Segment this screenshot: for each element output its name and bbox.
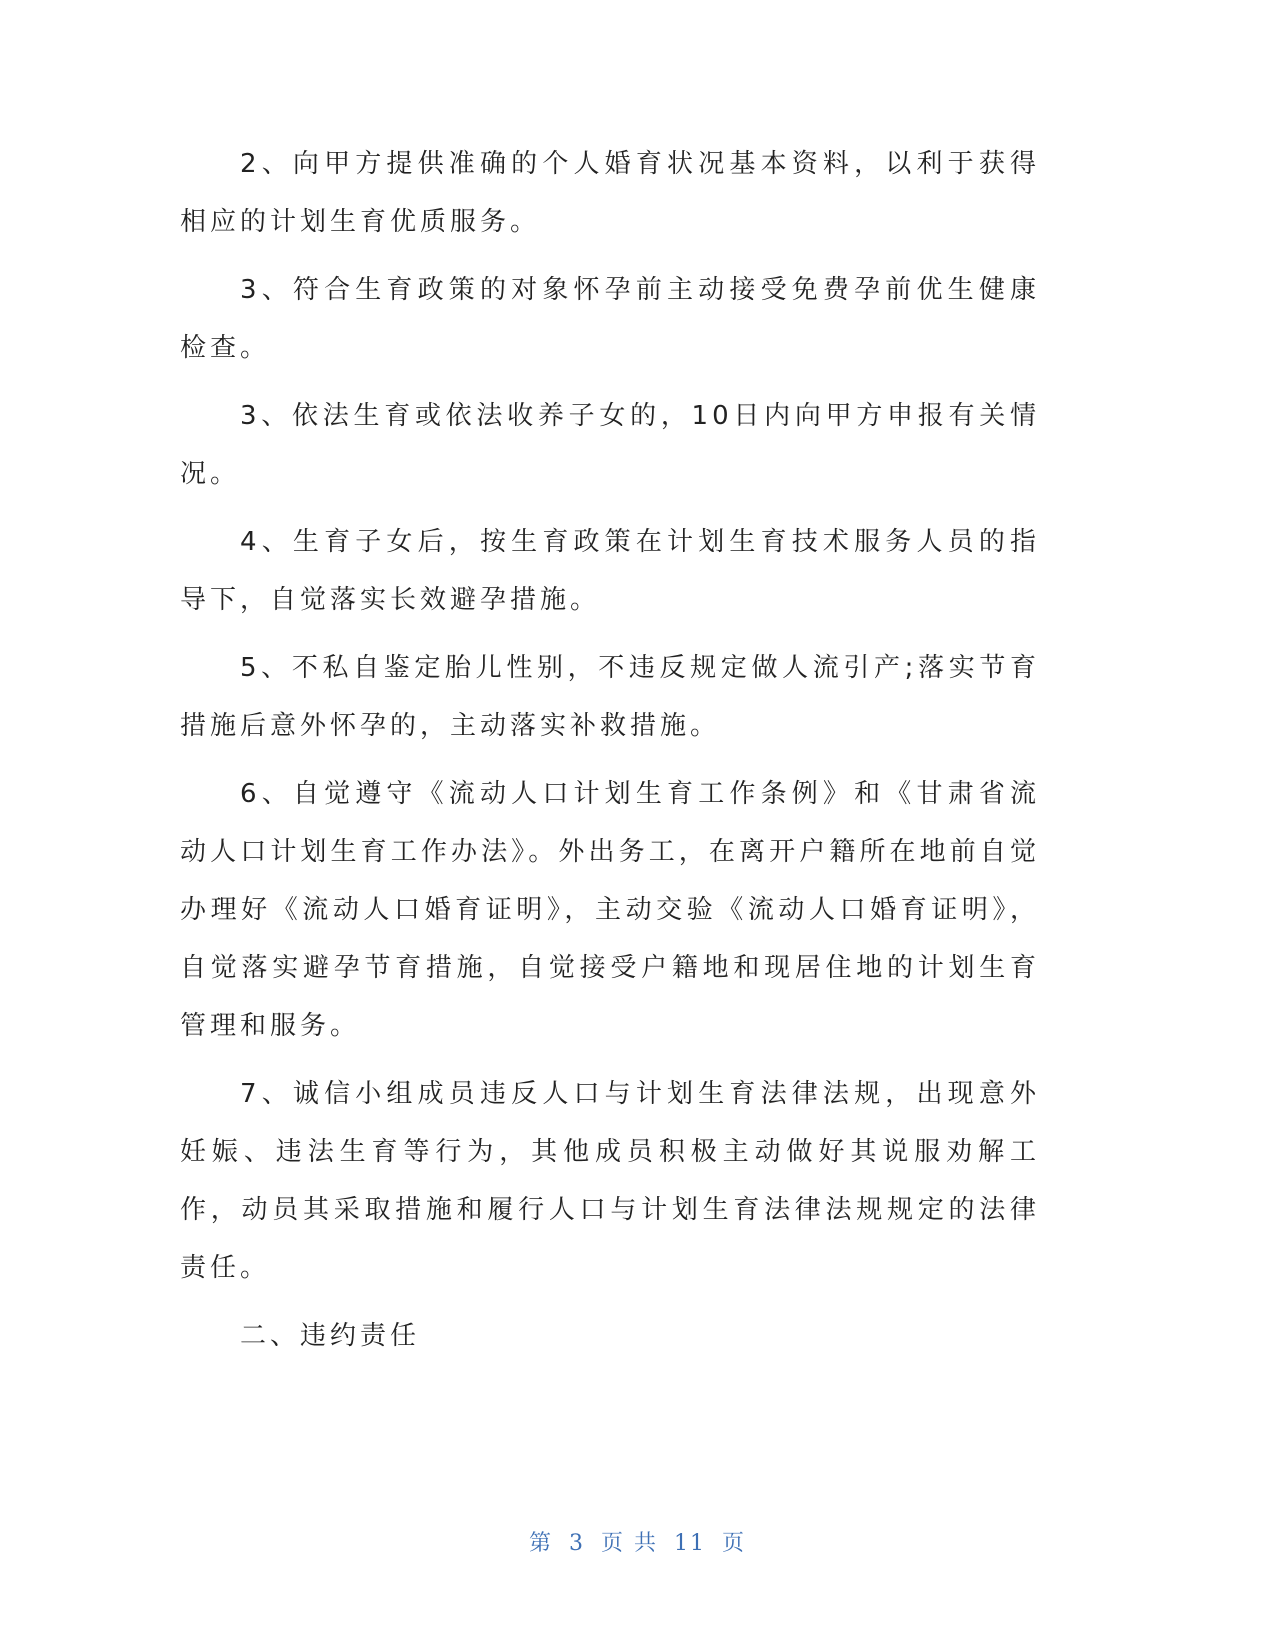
total-pages-number: 11: [674, 1531, 706, 1556]
paragraph-item-3a: 3、符合生育政策的对象怀孕前主动接受免费孕前优生健康检查。: [180, 275, 1040, 363]
paragraph-item-5: 5、不私自鉴定胎儿性别，不违反规定做人流引产;落实节育措施后意外怀孕的，主动落实补救措施。: [180, 653, 1040, 741]
paragraph-item-4: 4、生育子女后，按生育政策在计划生育技术服务人员的指导下，自觉落实长效避孕措施。: [180, 527, 1040, 615]
document-body: [180, 135, 1040, 1375]
paragraph-item-2: 2、向甲方提供准确的个人婚育状况基本资料，以利于获得相应的计划生育优质服务。: [180, 149, 1040, 237]
paragraph-item-7: 7、诚信小组成员违反人口与计划生育法律法规，出现意外妊娠、违法生育等行为，其他成员积极主动做好其说服劝解工作，动员其采取措施和履行人口与计划生育法律法规规定的法律责任。: [180, 1079, 1040, 1283]
paragraph-item-3b: 3、依法生育或依法收养子女的，10日内向甲方申报有关情况。: [180, 401, 1040, 489]
footer-suffix: 页: [722, 1531, 747, 1556]
footer-middle: 页 共: [601, 1531, 658, 1556]
page-number-footer: [0, 1526, 1275, 1557]
paragraph-item-6: 6、自觉遵守《流动人口计划生育工作条例》和《甘肃省流动人口计划生育工作办法》。外出务工，在离开户籍所在地前自觉办理好《流动人口婚育证明》，主动交验《流动人口婚育证明》，自觉落实避孕节育措施，自觉接受户籍地和现居住地的计划生育管理和服务。: [180, 779, 1040, 1041]
footer-prefix: 第: [528, 1531, 553, 1556]
section-heading: 二、违约责任: [240, 1321, 421, 1351]
current-page-number: 3: [569, 1531, 585, 1556]
